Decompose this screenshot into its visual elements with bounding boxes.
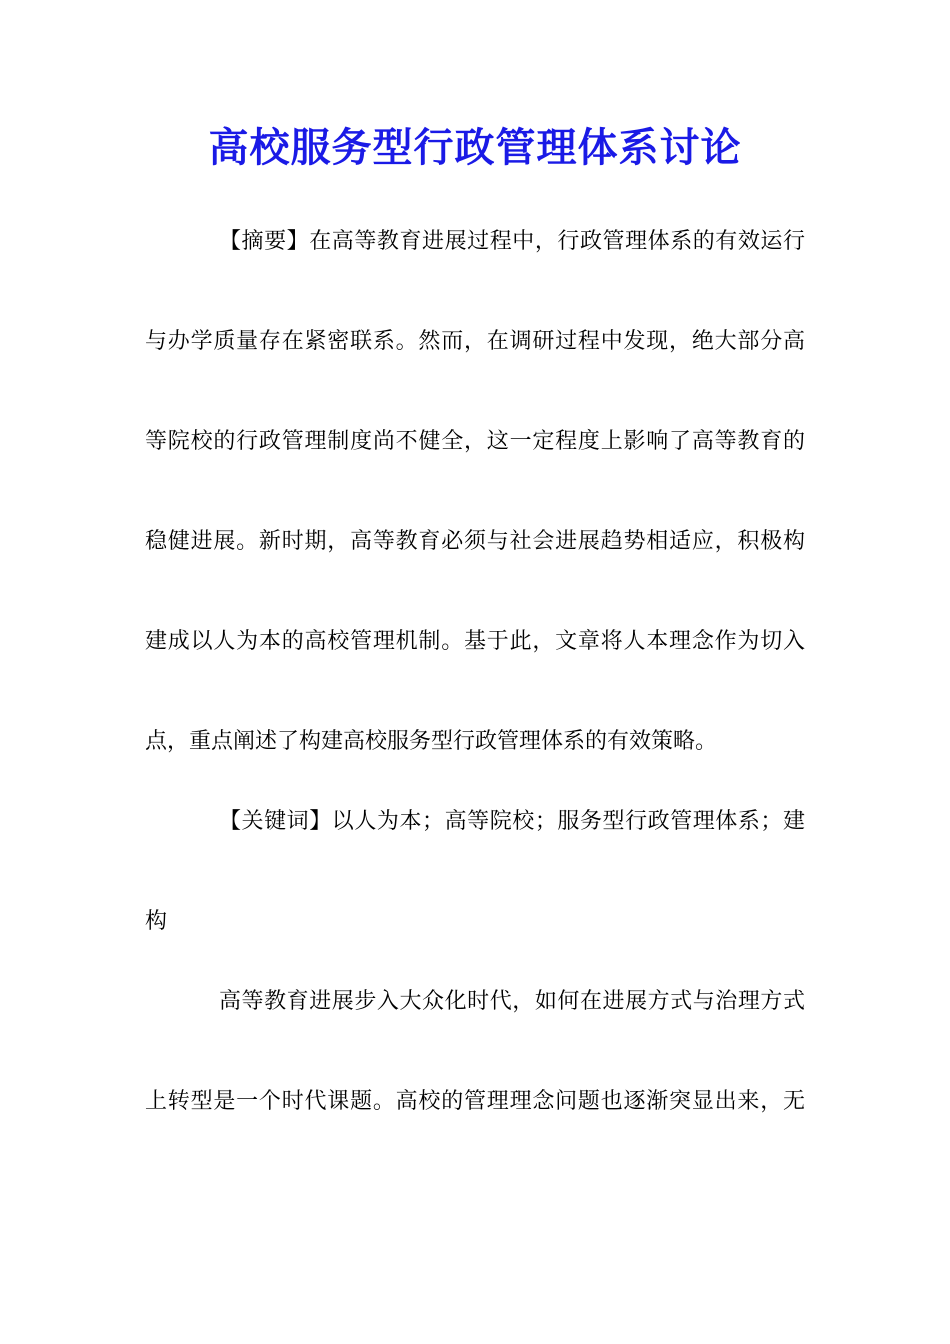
body-line-1: 高等教育进展步入大众化时代，如何在进展方式与治理方式 bbox=[219, 989, 805, 1014]
keywords-line-2: 构 bbox=[145, 909, 168, 934]
abstract-line-4: 稳健进展。新时期，高等教育必须与社会进展趋势相适应，积极构 bbox=[145, 529, 805, 554]
abstract-line-6: 点，重点阐述了构建高校服务型行政管理体系的有效策略。 bbox=[145, 729, 718, 754]
abstract-line-2: 与办学质量存在紧密联系。然而，在调研过程中发现，绝大部分高 bbox=[145, 329, 805, 354]
keywords-line-1: 【关键词】以人为本；高等院校；服务型行政管理体系；建 bbox=[219, 809, 805, 834]
abstract-line-1: 【摘要】在高等教育进展过程中，行政管理体系的有效运行 bbox=[219, 229, 805, 254]
body-line-2: 上转型是一个时代课题。高校的管理理念问题也逐渐突显出来，无 bbox=[145, 1089, 805, 1114]
abstract-line-5: 建成以人为本的高校管理机制。基于此，文章将人本理念作为切入 bbox=[145, 629, 805, 654]
document-title: 高校服务型行政管理体系讨论 bbox=[208, 124, 742, 171]
abstract-line-3: 等院校的行政管理制度尚不健全，这一定程度上影响了高等教育的 bbox=[145, 429, 805, 454]
